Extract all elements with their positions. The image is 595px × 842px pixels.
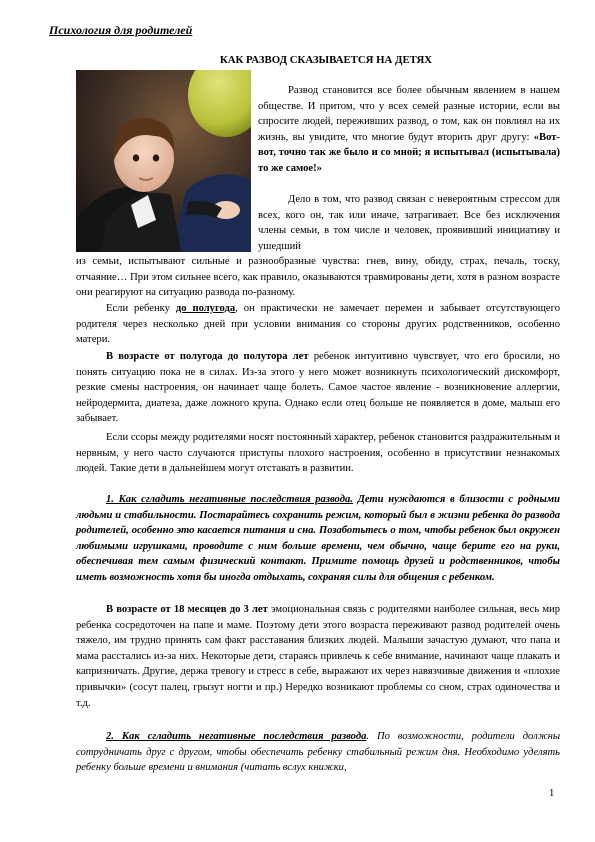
paragraph-intro xyxy=(258,83,560,177)
advice-1-text: Дети нуждаются в близости с родными людьми и стабильности. Постарайтесь сохранить режим, который был в жизни ребенка до развода родителей, особенно это касается питания и сна. Позаботьтесь о том, чтобы ребенок был окружен любимыми игрушками, проводите с ним больше времени, чем обычно, чаще берите его на руки, обеспечивая тем самым физический контакт. Примите помощь друзей и родственников, чтобы иметь возможность хотя бы иногда отдыхать, сохраняя силы для общения с ребенком. xyxy=(76,494,560,583)
paragraph-half-to-one-and-half xyxy=(76,349,560,427)
document-title: КАК РАЗВОД СКАЗЫВАЕТСЯ НА ДЕТЯХ xyxy=(219,54,433,66)
paragraph-18-months-to-3-age: В возрасте от 18 месяцев до 3 лет xyxy=(106,604,268,615)
paragraph-stress-top: Дело в том, что развод связан с невероятным стрессом для всех, кого он, так или иначе, затрагивает. Все без исключения члены семьи, в том числе и человек, проявивший инициативу и ушедший xyxy=(258,194,560,252)
page-number: 1 xyxy=(549,788,555,799)
paragraph-half-to-one-and-half-age: В возрасте от полугода до полутора лет xyxy=(106,351,309,362)
advice-2-text: . По возможности, родители должны сотрудничать друг с другом, чтобы обеспечить ребенку стабильный режим дня. Необходимо уделять ребенку больше времени и внимания (читать вслух книжки, xyxy=(76,731,560,774)
paragraph-under-half-year-lead: Если ребенку xyxy=(106,303,170,314)
paragraph-intro-quote: «Вот-вот, точно так же было и со мной; я испытывал (испытывала) то же самое!» xyxy=(258,131,560,174)
paragraph-under-half-year xyxy=(76,301,560,348)
advice-2-heading: 2. Как сгладить негативные последствия развода xyxy=(106,731,367,742)
paragraph-18-months-to-3-text: эмоциональная связь с родителями наиболее сильная, весь мир ребенка сосредоточен на папе и маме. Поэтому дети этого возраста переживают развод родителей очень тяжело, им трудно принять сам факт расставания близких людей. Малыши зачастую думают, что папа и мама расстались из-за них. Некоторые дети, стараясь привлечь к себе внимание, начинают чаще плакать и капризничать. Другие, держа тревогу и стресс в себе, выражают их через навязчивые движения и «плохие привычки» (сосут палец, грызут ногти и пр.) Нередко возникают проблемы со сном, страх одиночества и т.д. xyxy=(76,604,560,709)
paragraph-intro-text: Развод становится все более обычным явлением в нашем обществе. И притом, что у всех семей разные истории, если вы спросите людей, переживших развод, о том, как он повлиял на их жизнь, вы увидите, что многие будут вторить друг другу: xyxy=(258,85,560,143)
paragraph-18-months-to-3 xyxy=(76,602,560,711)
section-label: Психология для родителей xyxy=(49,23,193,37)
paragraph-quarrels: Если ссоры между родителями носят постоянный характер, ребенок становится раздражительным и нервным, у него часто случаются приступы плохого настроения, особенно в присутствии незнакомых людей. Такие дети в дальнейшем могут отставать в развитии. xyxy=(76,432,560,475)
paragraph-under-half-year-age: до полугода xyxy=(175,303,236,314)
advice-1-heading: 1. Как сгладить негативные последствия развода. xyxy=(106,494,353,505)
paragraph-advice-1 xyxy=(76,492,560,586)
child-photo xyxy=(76,70,251,252)
paragraph-half-to-one-and-half-text: ребенок интуитивно чувствует, что его бросили, но понять ситуацию пока не в силах. Из-за этого у него может возникнуть психологический дискомфорт, резкие смены настроения, он начинает чаще болеть. Самое частое явление - возникновение аллергии, нейродермита, диатеза, даже ложного крупа. Однако если отец больше не появляется в доме, малыш его забывает. xyxy=(76,351,560,425)
paragraph-advice-2 xyxy=(76,729,560,776)
paragraph-under-half-year-text: , он практически не замечает перемен и забывает отсутствующего родителя через несколько дней при условии внимания со стороны других родственников, особенно матери. xyxy=(76,303,560,346)
child-photo-illustration xyxy=(76,70,251,252)
paragraph-stress-bottom: из семьи, испытывают сильные и разнообразные чувства: гнев, вину, обиду, страх, печаль, тоску, отчаяние… При этом сильнее всего, как правило, оказываются травмированы дети, хотя в разном возрасте они реагируют на ситуацию развода по-разному. xyxy=(76,256,560,299)
